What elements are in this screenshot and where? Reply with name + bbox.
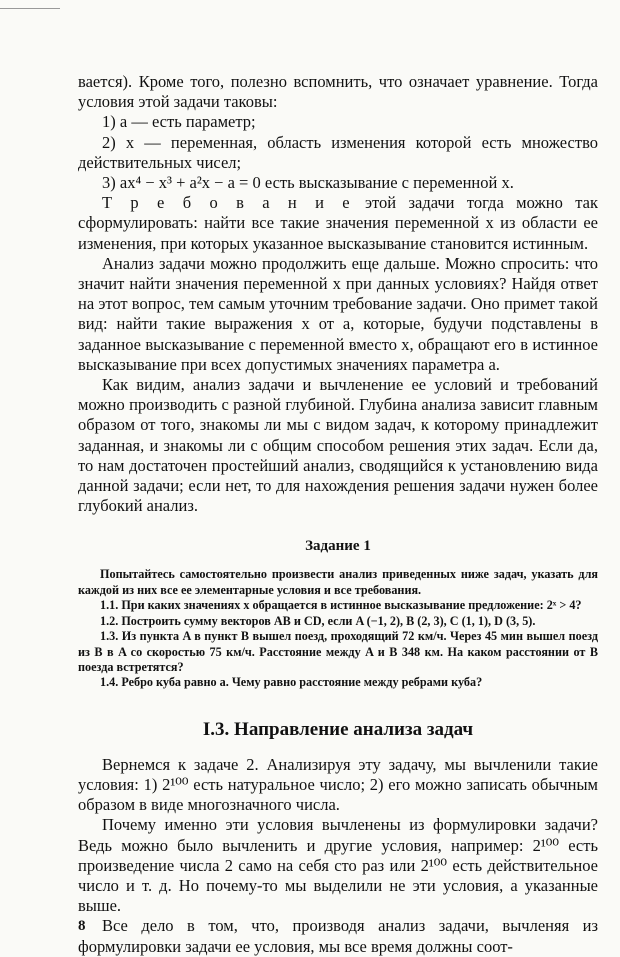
requirement-paragraph [78,193,598,254]
paragraph-1: вается). Кроме того, полезно вспомнить, что означает уравнение. Тогда условия этой задачи таковы: [78,72,598,112]
page-number: 8 [78,918,86,934]
document-page [78,72,598,957]
requirement-text: этой задачи тогда можно так сформулировать: найти все такие значения переменной x из области ее изменения, при которых указанное высказывание становится истинным. [78,193,598,253]
section-title: I.3. Направление анализа задач [202,718,474,740]
section-paragraph-2: Почему именно эти условия вычленены из формулировки задачи? Ведь можно было вычленить и другие условия, например: 2¹⁰⁰ есть произведение числа 2 само на себя сто раз или 2¹⁰⁰ есть действительное число и т. д. Но почему-то мы выделили не эти условия, а указанные выше. [78,815,598,916]
task-item-1: 1.1. При каких значениях x обращается в истинное высказывание предложение: 2ˣ > 4? [100,598,582,613]
task-item-2: 1.2. Построить сумму векторов AB и CD, если A (−1, 2), B (2, 3), C (1, 1), D (3, 5). [100,613,536,628]
paragraph-analysis: Анализ задачи можно продолжить еще дальше. Можно спросить: что значит найти значения переменной x при данных условиях? Найдя ответ на этот вопрос, тем самым уточним требование задачи. Оно примет такой вид: найти такие выражения x от a, которые, будучи подставлены в заданное высказывание с переменной вместо x, обращают его в истинное высказывание при всех допустимых значениях параметра a. [78,253,598,374]
requirement-term: Т р е б о в а н и е [102,193,353,213]
section-paragraph-3: Все дело в том, что, производя анализ задачи, вычленяя из формулировки задачи ее условия, мы все время должны соот- [78,916,598,956]
condition-3: 3) ax⁴ − x³ + a²x − a = 0 есть высказывание с переменной x. [102,173,514,193]
task-title: Задание 1 [305,538,371,555]
section-paragraph-1: Вернемся к задаче 2. Анализируя эту задачу, мы вычленили такие условия: 1) 2¹⁰⁰ есть натуральное число; 2) его можно записать обычным образом в виде многозначного числа. [78,754,598,815]
task-item-4: 1.4. Ребро куба равно a. Чему равно расстояние между ребрами куба? [100,675,483,690]
task-item-3: 1.3. Из пункта A в пункт B вышел поезд, проходящий 72 км/ч. Через 45 мин вышел поезд из B в A со скоростью 75 км/ч. Расстояние между A и B 348 км. На каком расстоянии от B поезда встретятся? [78,629,598,674]
paragraph-depth: Как видим, анализ задачи и вычленение ее условий и требований можно производить с разной глубиной. Глубина анализа зависит главным образом от того, знакомы ли мы с видом задач, к которому принадлежит заданная, и знакомы ли с общим способом решения этих задач. Если да, то нам достаточен простейший анализ, сводящийся к установлению вида данной задачи; если нет, то для нахождения решения задачи нужен более глубокий анализ. [78,375,598,516]
task-intro: Попытайтесь самостоятельно произвести анализ приведенных ниже задач, указать для каждой из них все ее элементарные условия и все требования. [78,567,598,597]
top-scan-rule [0,8,60,9]
condition-2: 2) x — переменная, область изменения которой есть множество действительных чисел; [78,132,598,172]
condition-1: 1) a — есть параметр; [102,112,256,132]
